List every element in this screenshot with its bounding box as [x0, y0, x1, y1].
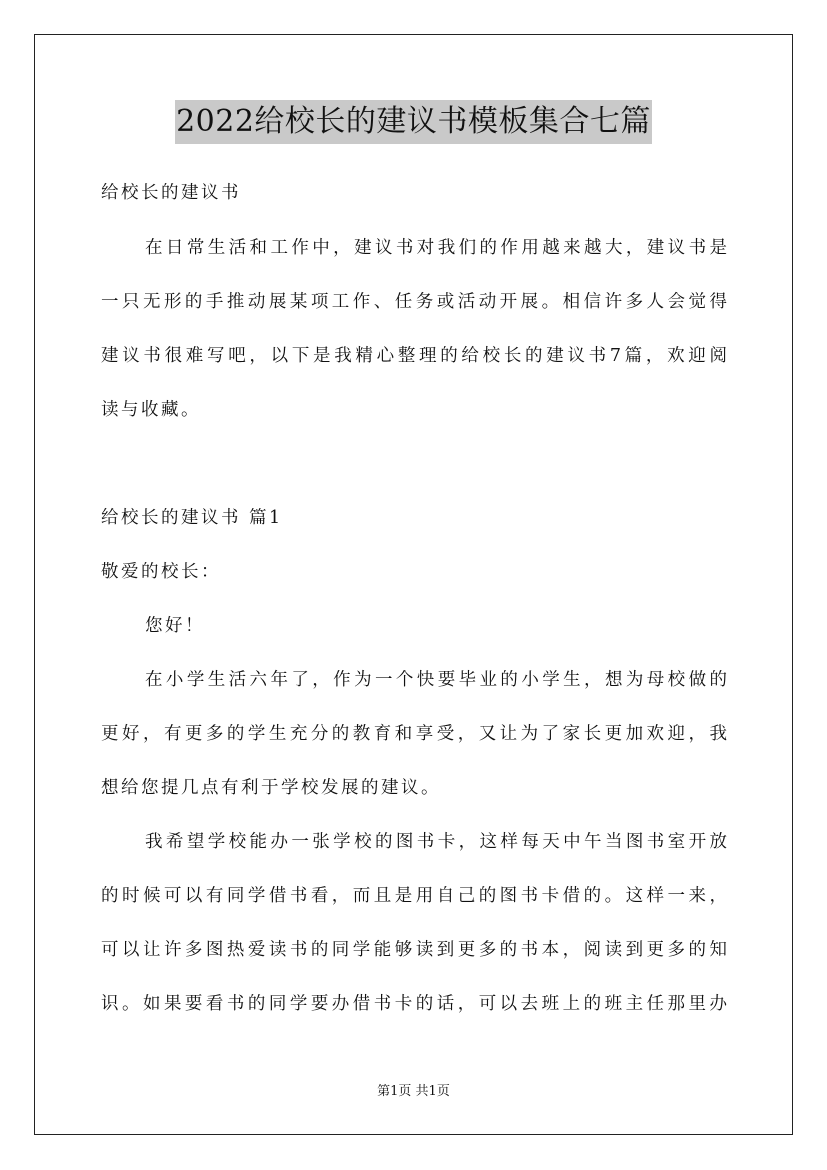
section-heading: 给校长的建议书 [101, 183, 241, 203]
page-footer: 第1页 共1页 [377, 1084, 450, 1099]
essay-heading: 给校长的建议书 篇1 [101, 508, 283, 528]
paragraph-line: 在小学生活六年了，作为一个快要毕业的小学生，想为母校做的 [145, 670, 727, 690]
paragraph-line: 一只无形的手推动展某项工作、任务或活动开展。相信许多人会觉得 [101, 292, 727, 312]
paragraph-line: 可以让许多图热爱读书的同学能够读到更多的书本，阅读到更多的知 [101, 940, 727, 960]
greeting: 您好！ [145, 616, 205, 636]
paragraph-line: 的时候可以有同学借书看，而且是用自己的图书卡借的。这样一来， [101, 886, 727, 906]
paragraph-line: 识。如果要看书的同学要办借书卡的话，可以去班上的班主任那里办 [101, 994, 727, 1014]
paragraph-line: 想给您提几点有利于学校发展的建议。 [101, 778, 441, 798]
title-wrapper [0, 100, 827, 144]
document-title: 2022给校长的建议书模板集合七篇 [175, 100, 652, 144]
paragraph-line: 更好，有更多的学生充分的教育和享受，又让为了家长更加欢迎，我 [101, 724, 727, 744]
paragraph-line: 我希望学校能办一张学校的图书卡，这样每天中午当图书室开放 [145, 832, 727, 852]
paragraph-line: 在日常生活和工作中，建议书对我们的作用越来越大，建议书是 [145, 238, 727, 258]
salutation: 敬爱的校长： [101, 562, 221, 582]
paragraph-line: 读与收藏。 [101, 400, 201, 420]
paragraph-line: 建议书很难写吧，以下是我精心整理的给校长的建议书7篇，欢迎阅 [101, 346, 727, 366]
